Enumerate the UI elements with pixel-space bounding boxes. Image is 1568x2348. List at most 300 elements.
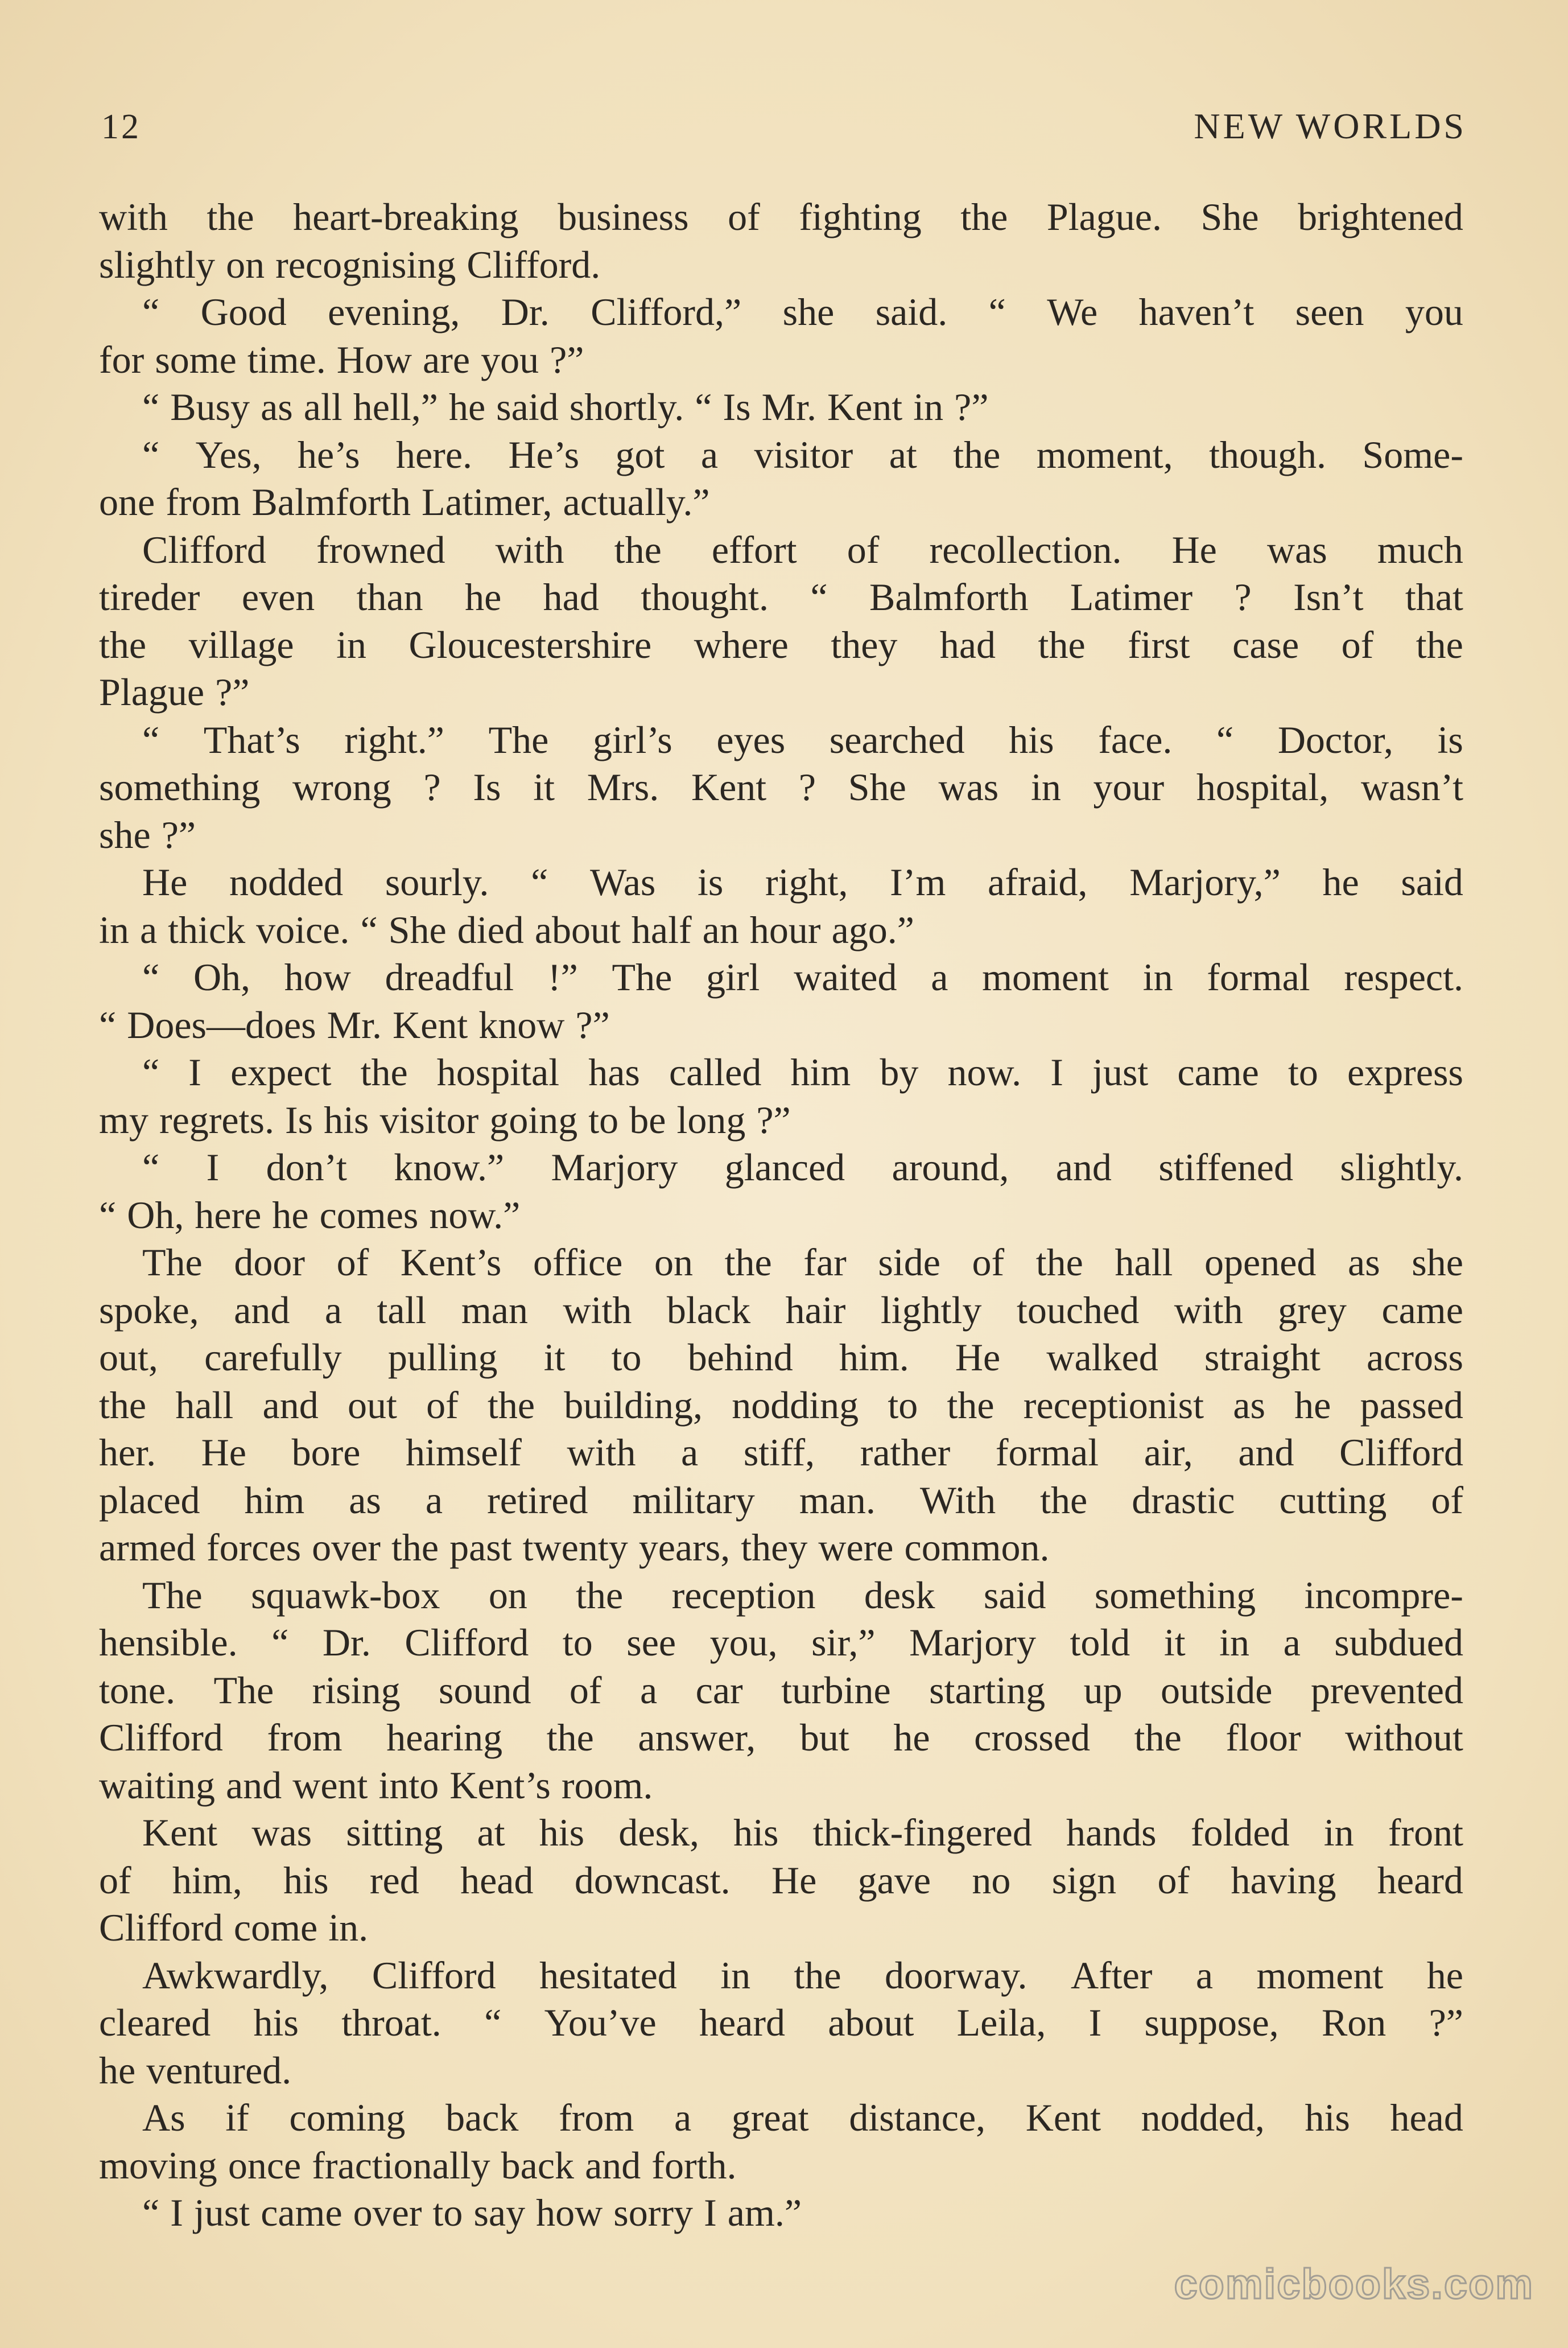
word: Clifford. [467, 242, 601, 286]
word: than [356, 575, 423, 619]
word: formal [995, 1431, 1099, 1474]
word: “ [1216, 718, 1234, 761]
word: now. [947, 1051, 1022, 1094]
word: Plague [99, 670, 205, 714]
word: How [336, 337, 412, 381]
word: sitting [346, 1811, 443, 1854]
word: outside [1161, 1668, 1273, 1712]
word: cutting [1279, 1478, 1387, 1522]
word: to [1288, 1051, 1318, 1094]
word: “ [988, 290, 1006, 333]
word: by [880, 1051, 919, 1094]
word: said [983, 1573, 1046, 1617]
text-line [99, 1619, 1463, 1667]
word: the [724, 1241, 772, 1284]
text-line [99, 1477, 1463, 1525]
word: she [782, 290, 835, 333]
word: The [142, 1573, 203, 1617]
word: moment [1256, 1953, 1384, 1997]
word: I [170, 2191, 183, 2234]
word: seen [1295, 290, 1364, 333]
text-line [99, 1382, 1463, 1430]
word: having [1231, 1858, 1336, 1902]
word: desk, [618, 1811, 699, 1854]
word: thick-fingered [812, 1811, 1032, 1854]
word: once [228, 2143, 302, 2187]
word: I’m [890, 860, 946, 904]
word: “ [142, 718, 160, 761]
word: across [1367, 1336, 1463, 1379]
word: his [539, 1811, 585, 1854]
word: military [632, 1478, 755, 1522]
body-text [99, 193, 1463, 2237]
word: far [803, 1241, 847, 1284]
word: girl [706, 955, 760, 999]
text-line [99, 859, 1463, 907]
word: himself [405, 1431, 522, 1474]
word: called [669, 1051, 762, 1094]
word: in [99, 908, 129, 951]
word: and [1055, 1146, 1112, 1189]
word: stiffened [1158, 1146, 1293, 1189]
word: office [533, 1241, 623, 1284]
page-header [101, 105, 1467, 151]
word: bore [291, 1431, 361, 1474]
word: wasn’t [1360, 765, 1463, 809]
word: a [674, 2096, 692, 2139]
word: actually.” [563, 480, 710, 524]
word: hair [785, 1288, 846, 1332]
word: moment, [1036, 432, 1173, 476]
word: of [1341, 623, 1374, 666]
word: ?” [954, 385, 989, 429]
word: on [488, 1573, 527, 1617]
word: Clifford,” [591, 290, 742, 333]
word: ?” [161, 813, 196, 856]
word: to [562, 1621, 593, 1664]
word: Mrs. [587, 765, 659, 809]
word: were [818, 1526, 894, 1569]
word: business [558, 195, 689, 238]
word: gave [857, 1858, 931, 1902]
word: going [489, 1098, 578, 1142]
word: him [790, 1051, 851, 1094]
word: tireder [99, 575, 200, 619]
text-line [99, 1524, 1463, 1572]
word: to [432, 2191, 463, 2234]
word: one [99, 480, 155, 524]
word: face. [1098, 718, 1173, 761]
word: first [1128, 623, 1190, 666]
word: as [349, 1478, 381, 1522]
text-line [99, 1287, 1463, 1334]
word: fractionally [312, 2143, 490, 2187]
word: a [1195, 1953, 1214, 1997]
word: how [284, 955, 351, 999]
word: the [960, 195, 1008, 238]
word: ?” [550, 337, 584, 381]
text-line [99, 193, 1463, 241]
word: expect [230, 1051, 332, 1094]
word: even [241, 575, 315, 619]
word: am.” [727, 2191, 802, 2234]
text-line [99, 1714, 1463, 1762]
word: forth. [651, 2143, 737, 2187]
word: him [244, 1478, 305, 1522]
word: to [611, 1336, 642, 1379]
word: Marjory,” [1129, 860, 1281, 904]
word: you [481, 337, 539, 381]
word: to [588, 1098, 619, 1142]
word: behind [687, 1336, 793, 1379]
word: rather [860, 1431, 951, 1474]
word: his [253, 2001, 299, 2044]
word: of [972, 1241, 1005, 1284]
word: Awkwardly, [142, 1953, 329, 1997]
word: “ [271, 1621, 289, 1664]
word: I [206, 1146, 220, 1189]
word: from [559, 2096, 634, 2139]
word: here. [396, 432, 473, 476]
word: long [676, 1098, 746, 1142]
word: shortly. [569, 385, 684, 429]
text-line [99, 1904, 1463, 1952]
text-line [99, 1762, 1463, 1810]
word: hall [1115, 1241, 1173, 1284]
word: effort [711, 528, 797, 571]
word: know [478, 1003, 565, 1047]
word: tall [377, 1288, 427, 1332]
word: had [543, 575, 599, 619]
word: The [142, 1241, 203, 1284]
word: The [612, 955, 672, 999]
word: about [534, 908, 621, 951]
word: all [303, 385, 343, 429]
word: past [449, 1526, 512, 1569]
word: head [1390, 2096, 1463, 2139]
word: She [848, 765, 906, 809]
word: slightly. [1340, 1146, 1463, 1189]
word: fighting [799, 195, 922, 238]
word: thick [168, 908, 246, 951]
watermark-logo: comicbooks.com [1174, 2260, 1534, 2308]
text-line [99, 1144, 1463, 1192]
word: up [1083, 1668, 1123, 1712]
text-line [99, 2189, 1463, 2237]
word: had [939, 623, 996, 666]
text-line [99, 669, 1463, 716]
word: Does—does [127, 1003, 316, 1047]
word: ?” [756, 1098, 791, 1142]
word: into [378, 1763, 439, 1807]
text-line [99, 479, 1463, 526]
word: with [563, 1288, 632, 1332]
word: I [1088, 2001, 1102, 2044]
word: Was [589, 860, 656, 904]
text-line [99, 907, 1463, 954]
word: cleared [99, 2001, 211, 2044]
word: the [360, 1051, 408, 1094]
word: The [488, 718, 549, 761]
text-line [99, 621, 1463, 669]
word: that [1405, 575, 1463, 619]
word: express [1347, 1051, 1463, 1094]
text-line [99, 1952, 1463, 2000]
word: came [1381, 1288, 1463, 1332]
word: Plague. [1046, 195, 1162, 238]
word: opened [1204, 1241, 1317, 1284]
word: it [533, 765, 555, 809]
word: That’s [203, 718, 300, 761]
word: hensible. [99, 1621, 238, 1664]
word: slightly [99, 242, 216, 286]
word: head [460, 1858, 534, 1902]
word: incompre- [1304, 1573, 1463, 1617]
word: came [1177, 1051, 1259, 1094]
text-line [99, 526, 1463, 574]
text-line [99, 1429, 1463, 1477]
word: sourly. [385, 860, 489, 904]
text-line [99, 1572, 1463, 1620]
text-line [99, 574, 1463, 621]
word: Balmforth [251, 480, 411, 524]
word: your [1093, 765, 1165, 809]
word: Oh, [127, 1193, 184, 1237]
text-line [99, 2142, 1463, 2190]
word: heard [1377, 1858, 1463, 1902]
word: ?” [575, 1003, 610, 1047]
word: Kent [1025, 2096, 1101, 2139]
word: she [99, 813, 151, 856]
word: placed [99, 1478, 200, 1522]
word: common. [904, 1526, 1050, 1569]
word: ? [798, 765, 816, 809]
word: haven’t [1138, 290, 1255, 333]
word: !” [547, 955, 578, 999]
text-line [99, 1049, 1463, 1097]
word: he [272, 1193, 309, 1237]
word: without [1345, 1716, 1463, 1759]
word: “ [142, 290, 160, 333]
word: in [720, 1953, 751, 1997]
word: Latimer [1070, 575, 1193, 619]
word: Kent [142, 1811, 218, 1854]
word: be [629, 1098, 666, 1142]
word: much [1377, 528, 1463, 571]
word: The [213, 1668, 274, 1712]
word: come [233, 1906, 318, 1949]
word: you [1405, 290, 1463, 333]
word: rising [312, 1668, 401, 1712]
word: touched [1016, 1288, 1140, 1332]
word: some [155, 337, 237, 381]
word: she [1412, 1241, 1463, 1284]
word: As [142, 2096, 185, 2139]
word: with [495, 528, 564, 571]
word: it [1163, 1621, 1186, 1664]
word: from [166, 480, 241, 524]
word: and [262, 1383, 319, 1427]
word: I [704, 2191, 717, 2234]
word: receptionist [1023, 1383, 1204, 1427]
text-line [99, 1667, 1463, 1715]
word: the [99, 1383, 147, 1427]
word: “ [142, 1146, 160, 1189]
word: man. [799, 1478, 876, 1522]
word: “ [810, 575, 828, 619]
word: Doctor, [1277, 718, 1393, 761]
word: his [1305, 2096, 1350, 2139]
word: hesitated [539, 1953, 677, 1997]
word: a [139, 908, 158, 951]
word: sign [1051, 1858, 1117, 1902]
word: of [847, 528, 880, 571]
word: of [1431, 1478, 1463, 1522]
word: her. [99, 1431, 156, 1474]
text-line [99, 289, 1463, 336]
word: He [771, 1858, 817, 1902]
word: something [99, 765, 261, 809]
word: though. [1209, 432, 1326, 476]
word: eyes [716, 718, 786, 761]
text-line [99, 716, 1463, 764]
word: with [1174, 1288, 1243, 1332]
word: hospital [436, 1051, 560, 1094]
text-line [99, 384, 1463, 431]
word: see [626, 1621, 676, 1664]
word: He’s [508, 432, 580, 476]
word: Busy [170, 385, 250, 429]
word: as [1348, 1241, 1380, 1284]
word: recollection. [929, 528, 1122, 571]
word: say [473, 2191, 526, 2234]
word: no [972, 1858, 1011, 1902]
word: was [938, 765, 999, 809]
word: Ron [1321, 2001, 1387, 2044]
word: subdued [1334, 1621, 1463, 1664]
word: side [878, 1241, 940, 1284]
word: he [1426, 1953, 1463, 1997]
word: his [1009, 718, 1054, 761]
word: right, [765, 860, 848, 904]
word: Leila, [956, 2001, 1046, 2044]
word: over [353, 2191, 422, 2234]
word: the [614, 528, 662, 571]
word: of [569, 1668, 602, 1712]
word: carefully [204, 1336, 342, 1379]
text-line [99, 431, 1463, 479]
word: out, [99, 1336, 158, 1379]
word: straight [1204, 1336, 1321, 1379]
text-line [99, 1999, 1463, 2047]
word: sir,” [811, 1621, 876, 1664]
word: right.” [344, 718, 444, 761]
word: Clifford [372, 1953, 496, 1997]
word: “ [142, 2191, 160, 2234]
word: said [496, 385, 559, 429]
word: He [201, 1431, 246, 1474]
word: You’ve [544, 2001, 657, 2044]
word: he [1322, 860, 1359, 904]
word: died [457, 908, 524, 951]
text-line [99, 1239, 1463, 1287]
word: with [99, 195, 168, 238]
word: of [336, 1241, 369, 1284]
word: an [702, 908, 739, 951]
word: She [388, 908, 447, 951]
word: in. [328, 1906, 369, 1949]
word: Mr. [761, 385, 816, 429]
word: “ [99, 1003, 117, 1047]
word: wrong [292, 765, 391, 809]
word: grey [1278, 1288, 1347, 1332]
word: on [226, 242, 265, 286]
word: Yes, [195, 432, 262, 476]
word: ago.” [831, 908, 914, 951]
text-line [99, 241, 1463, 289]
word: of [99, 1858, 131, 1902]
word: hospital, [1196, 765, 1329, 809]
text-line [99, 1097, 1463, 1144]
word: just [193, 2191, 250, 2234]
word: retired [487, 1478, 588, 1522]
word: He [955, 1336, 1001, 1379]
word: here [195, 1193, 262, 1237]
word: girl’s [592, 718, 672, 761]
word: answer, [638, 1716, 756, 1759]
word: frowned [316, 528, 445, 571]
text-line [99, 2047, 1463, 2095]
word: around, [892, 1146, 1009, 1189]
word: desk [864, 1573, 935, 1617]
word: building, [564, 1383, 703, 1427]
word: “ [360, 908, 378, 951]
word: of [426, 1383, 459, 1427]
word: the [207, 195, 254, 238]
word: After [1070, 1953, 1153, 1997]
word: and [226, 1763, 282, 1807]
word: to [888, 1383, 918, 1427]
word: ?” [1429, 2001, 1463, 2044]
word: moment [982, 955, 1109, 999]
word: Kent [393, 1003, 468, 1047]
word: village [188, 623, 294, 666]
word: hall [175, 1383, 234, 1427]
text-line [99, 1192, 1463, 1239]
word: Dr. [322, 1621, 371, 1664]
word: Clifford [1339, 1431, 1463, 1474]
word: he’s [298, 432, 360, 476]
word: for [99, 337, 145, 381]
word: my [99, 1098, 148, 1142]
word: waiting [99, 1763, 215, 1807]
word: where [694, 623, 789, 666]
word: Marjory [909, 1621, 1036, 1664]
word: spoke, [99, 1288, 199, 1332]
word: at [889, 432, 917, 476]
word: in [336, 623, 366, 666]
word: Isn’t [1293, 575, 1364, 619]
word: is [1437, 718, 1463, 761]
word: and [585, 2143, 641, 2187]
word: and [1238, 1431, 1294, 1474]
word: they [741, 1526, 808, 1569]
word: over [312, 1526, 381, 1569]
word: you, [709, 1621, 778, 1664]
word: searched [829, 718, 965, 761]
text-line [99, 1857, 1463, 1905]
word: his [283, 1858, 329, 1902]
